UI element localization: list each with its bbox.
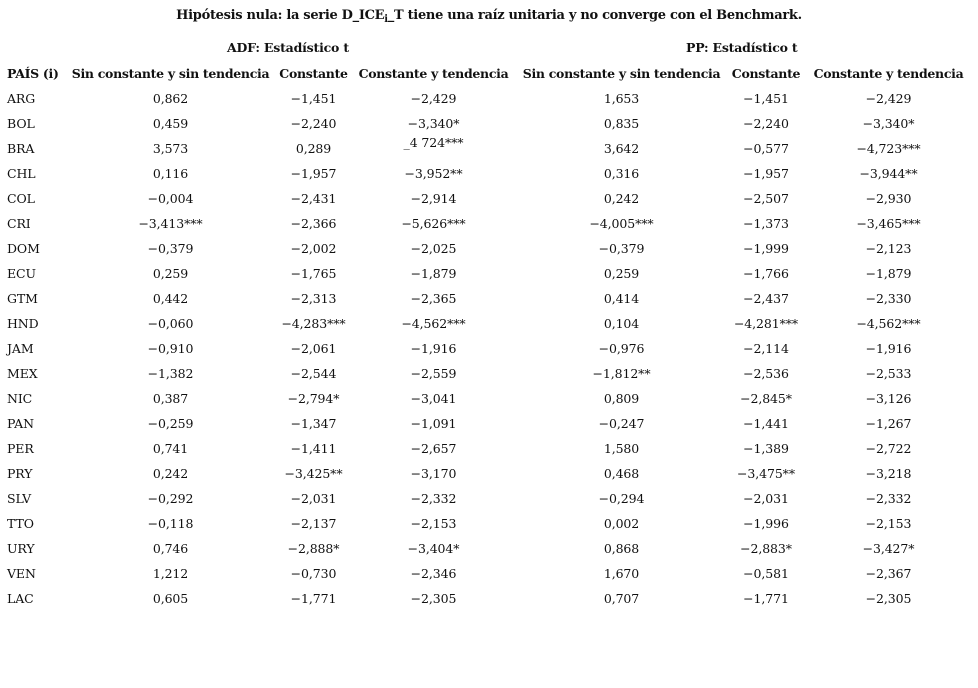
adf-constant-trend-cell: −3,952** bbox=[404, 166, 463, 181]
country-cell: URY bbox=[7, 541, 35, 556]
title-text-before: Hipótesis nula: la serie D_ICE bbox=[176, 8, 385, 23]
adf-constant-trend-cell: −1,879 bbox=[410, 266, 457, 281]
adf-no-constant-cell: 0,442 bbox=[152, 291, 189, 306]
pp-constant-cell: −1,373 bbox=[743, 216, 789, 231]
adf-no-constant-cell: 0,387 bbox=[152, 391, 189, 406]
table-row bbox=[4, 586, 972, 611]
pp-constant-cell: −0,581 bbox=[743, 566, 789, 581]
adf-no-constant-cell: 0,242 bbox=[152, 466, 189, 481]
title-text-after: _T tiene una raíz unitaria y no converge con el Benchmark. bbox=[387, 8, 802, 23]
adf-constant-cell: −2,431 bbox=[290, 191, 337, 206]
pp-constant-cell: −2,437 bbox=[743, 291, 789, 306]
adf-constant-header: Constante bbox=[279, 65, 348, 81]
adf-constant-cell: −1,347 bbox=[290, 416, 337, 431]
pp-constant-cell: −2,114 bbox=[743, 341, 789, 356]
pp-constant-trend-cell: −1,916 bbox=[865, 341, 912, 356]
country-cell: SLV bbox=[7, 491, 32, 506]
country-cell: ARG bbox=[7, 91, 36, 106]
table-row bbox=[4, 236, 972, 261]
pp-no-constant-cell: −1,812** bbox=[592, 366, 651, 381]
adf-no-constant-cell: −0,379 bbox=[147, 241, 194, 256]
table-row bbox=[4, 511, 972, 536]
adf-no-constant-cell: −0,060 bbox=[147, 316, 194, 331]
country-cell: DOM bbox=[7, 241, 40, 256]
country-cell: COL bbox=[7, 191, 35, 206]
pp-no-constant-cell: 1,653 bbox=[603, 91, 640, 106]
country-cell: CHL bbox=[7, 166, 36, 181]
adf-constant-cell: −2,313 bbox=[290, 291, 337, 306]
pp-constant-cell: −1,441 bbox=[743, 416, 789, 431]
adf-constant-cell: −1,451 bbox=[290, 91, 337, 106]
adf-constant-trend-cell: −2,153 bbox=[410, 516, 457, 531]
table-row bbox=[4, 486, 972, 511]
pp-no-constant-cell: 0,002 bbox=[603, 516, 640, 531]
country-column-header: PAÍS (i) bbox=[7, 65, 59, 81]
table-row bbox=[4, 86, 972, 111]
pp-no-constant-cell: 0,835 bbox=[603, 116, 640, 131]
adf-no-constant-cell: 0,116 bbox=[152, 166, 189, 181]
adf-constant-trend-cell: −3,340* bbox=[407, 116, 460, 131]
table-row bbox=[4, 536, 972, 561]
pp-constant-trend-cell: −4,723*** bbox=[856, 141, 921, 156]
pp-constant-cell: −2,536 bbox=[743, 366, 789, 381]
country-cell: GTM bbox=[7, 291, 38, 306]
adf-constant-cell: −2,031 bbox=[290, 491, 337, 506]
adf-constant-trend-cell: −2,657 bbox=[410, 441, 457, 456]
adf-constant-cell: −2,366 bbox=[290, 216, 337, 231]
adf-constant-cell: −0,730 bbox=[290, 566, 337, 581]
pp-constant-trend-cell: −2,930 bbox=[865, 191, 912, 206]
table-row bbox=[4, 161, 972, 186]
pp-constant-cell: −2,031 bbox=[743, 491, 789, 506]
adf-constant-trend-cell: −2,429 bbox=[410, 91, 457, 106]
table-row bbox=[4, 111, 972, 136]
adf-constant-trend-cell: −2,305 bbox=[410, 591, 457, 606]
pp-constant-trend-cell: −2,332 bbox=[865, 491, 912, 506]
adf-no-constant-header: Sin constante y sin tendencia bbox=[71, 65, 270, 81]
pp-no-constant-cell: 0,414 bbox=[603, 291, 640, 306]
table-row bbox=[4, 411, 972, 436]
pp-constant-cell: −2,240 bbox=[743, 116, 789, 131]
pp-constant-trend-cell: −2,367 bbox=[865, 566, 912, 581]
table-row bbox=[4, 361, 972, 386]
table-row bbox=[4, 561, 972, 586]
adf-constant-trend-cell: −3,170 bbox=[410, 466, 457, 481]
title-subscript: i bbox=[384, 14, 388, 25]
country-cell: CRI bbox=[7, 216, 31, 231]
adf-constant-cell: −2,137 bbox=[290, 516, 337, 531]
pp-constant-trend-header: Constante y tendencia bbox=[813, 65, 964, 81]
adf-no-constant-cell: 0,741 bbox=[152, 441, 189, 456]
pp-constant-trend-cell: −2,305 bbox=[865, 591, 912, 606]
pp-no-constant-cell: −0,294 bbox=[598, 491, 645, 506]
pp-no-constant-cell: 0,868 bbox=[603, 541, 640, 556]
country-cell: PRY bbox=[7, 466, 33, 481]
pp-constant-trend-cell: −3,126 bbox=[865, 391, 912, 406]
country-cell: JAM bbox=[7, 341, 34, 356]
pp-constant-cell: −2,845* bbox=[740, 391, 792, 406]
adf-constant-trend-cell: −2,559 bbox=[410, 366, 457, 381]
adf-constant-trend-cell: −2,025 bbox=[410, 241, 457, 256]
pp-no-constant-cell: 0,259 bbox=[603, 266, 640, 281]
country-cell: LAC bbox=[7, 591, 34, 606]
adf-no-constant-cell: −0,292 bbox=[147, 491, 194, 506]
pp-no-constant-cell: 0,707 bbox=[603, 591, 640, 606]
pp-constant-trend-cell: −2,123 bbox=[865, 241, 912, 256]
pp-no-constant-cell: 0,316 bbox=[603, 166, 640, 181]
column-header-row bbox=[4, 60, 972, 86]
adf-no-constant-cell: −0,118 bbox=[147, 516, 194, 531]
pp-no-constant-cell: 1,670 bbox=[603, 566, 640, 581]
table-row bbox=[4, 336, 972, 361]
table-row bbox=[4, 136, 972, 161]
country-cell: NIC bbox=[7, 391, 33, 406]
country-cell: TTO bbox=[7, 516, 34, 531]
adf-constant-cell: −2,061 bbox=[290, 341, 337, 356]
pp-group-header: PP: Estadístico t bbox=[686, 40, 798, 55]
country-cell: PER bbox=[7, 441, 34, 456]
pp-constant-trend-cell: −1,879 bbox=[865, 266, 912, 281]
pp-no-constant-cell: 1,580 bbox=[603, 441, 640, 456]
country-cell: PAN bbox=[7, 416, 34, 431]
pp-no-constant-cell: 0,809 bbox=[603, 391, 640, 406]
adf-constant-cell: −2,544 bbox=[290, 366, 337, 381]
adf-constant-trend-cell: −2,365 bbox=[410, 291, 457, 306]
adf-constant-cell: −1,957 bbox=[290, 166, 337, 181]
table-row bbox=[4, 311, 972, 336]
adf-no-constant-cell: 3,573 bbox=[152, 141, 189, 156]
pp-no-constant-cell: 3,642 bbox=[603, 141, 640, 156]
table-row bbox=[4, 461, 972, 486]
pp-constant-trend-cell: −2,429 bbox=[865, 91, 912, 106]
pp-constant-trend-cell: −2,153 bbox=[865, 516, 912, 531]
pp-no-constant-header: Sin constante y sin tendencia bbox=[522, 65, 721, 81]
adf-constant-trend-cell: −2,914 bbox=[410, 191, 457, 206]
adf-group-header: ADF: Estadístico t bbox=[227, 40, 349, 55]
pp-constant-cell: −1,766 bbox=[743, 266, 789, 281]
pp-no-constant-cell: 0,104 bbox=[603, 316, 640, 331]
adf-constant-trend-cell bbox=[351, 136, 516, 161]
adf-no-constant-cell: −1,382 bbox=[147, 366, 194, 381]
table-body bbox=[4, 86, 972, 611]
pp-constant-trend-cell: −3,465*** bbox=[856, 216, 921, 231]
pp-no-constant-cell: −0,379 bbox=[598, 241, 645, 256]
adf-constant-cell: 0,289 bbox=[295, 141, 332, 156]
pp-constant-trend-cell: −1,267 bbox=[865, 416, 912, 431]
table-row bbox=[4, 186, 972, 211]
adf-no-constant-cell: 0,746 bbox=[152, 541, 189, 556]
adf-no-constant-cell: −0,910 bbox=[147, 341, 194, 356]
pp-constant-trend-cell: −2,533 bbox=[865, 366, 912, 381]
adf-no-constant-cell: −0,004 bbox=[147, 191, 194, 206]
pp-constant-cell: −2,507 bbox=[743, 191, 789, 206]
pp-constant-cell: −1,771 bbox=[743, 591, 789, 606]
pp-constant-cell: −1,957 bbox=[743, 166, 789, 181]
pp-constant-cell: −1,999 bbox=[743, 241, 789, 256]
adf-no-constant-cell: 0,259 bbox=[152, 266, 189, 281]
pp-constant-trend-cell: −4,562*** bbox=[856, 316, 921, 331]
adf-constant-trend-cell: −2,332 bbox=[410, 491, 457, 506]
adf-constant-cell: −3,425** bbox=[284, 466, 343, 481]
adf-constant-cell: −2,240 bbox=[290, 116, 337, 131]
country-cell: BRA bbox=[7, 141, 35, 156]
country-cell: MEX bbox=[7, 366, 38, 381]
adf-constant-trend-cell: −1,091 bbox=[410, 416, 457, 431]
pp-constant-cell: −4,281*** bbox=[733, 316, 799, 331]
pp-constant-trend-cell: −3,944** bbox=[859, 166, 918, 181]
adf-constant-trend-cell: −4,562*** bbox=[401, 316, 466, 331]
unit-root-test-table bbox=[4, 60, 972, 611]
adf-no-constant-cell: 1,212 bbox=[152, 566, 189, 581]
adf-constant-cell: −1,771 bbox=[290, 591, 337, 606]
pp-no-constant-cell: −0,976 bbox=[598, 341, 645, 356]
adf-no-constant-cell: 0,459 bbox=[152, 116, 189, 131]
adf-no-constant-cell: 0,862 bbox=[152, 91, 189, 106]
table-row bbox=[4, 386, 972, 411]
country-cell: VEN bbox=[7, 566, 36, 581]
country-cell: BOL bbox=[7, 116, 35, 131]
table-row bbox=[4, 286, 972, 311]
pp-constant-cell: −2,883* bbox=[740, 541, 792, 556]
pp-constant-header: Constante bbox=[731, 65, 801, 81]
table-title bbox=[0, 8, 978, 25]
adf-constant-trend-cell: −3,041 bbox=[410, 391, 457, 406]
pp-constant-trend-cell: −2,722 bbox=[865, 441, 912, 456]
pp-constant-cell: −3,475** bbox=[737, 466, 795, 481]
adf-no-constant-cell: −3,413*** bbox=[138, 216, 203, 231]
pp-no-constant-cell: 0,468 bbox=[603, 466, 640, 481]
pp-no-constant-cell: −0,247 bbox=[598, 416, 645, 431]
pp-constant-cell: −1,996 bbox=[743, 516, 789, 531]
adf-constant-trend-cell: −2,346 bbox=[410, 566, 457, 581]
adf-constant-cell: −1,411 bbox=[290, 441, 337, 456]
adf-constant-cell: −2,888* bbox=[287, 541, 340, 556]
pp-no-constant-cell: −4,005*** bbox=[589, 216, 654, 231]
adf-constant-cell: −1,765 bbox=[290, 266, 337, 281]
table-row bbox=[4, 261, 972, 286]
adf-constant-cell: −2,794* bbox=[287, 391, 340, 406]
pp-constant-trend-cell: −3,218 bbox=[865, 466, 912, 481]
adf-constant-cell: −4,283*** bbox=[281, 316, 346, 331]
adf-constant-cell: −2,002 bbox=[290, 241, 337, 256]
adf-constant-trend-cell: −5,626*** bbox=[401, 216, 466, 231]
pp-constant-trend-cell: −3,340* bbox=[862, 116, 915, 131]
pp-constant-cell: −1,389 bbox=[743, 441, 789, 456]
adf-constant-trend-header: Constante y tendencia bbox=[358, 65, 509, 81]
pp-constant-trend-cell: −2,330 bbox=[865, 291, 912, 306]
table-row bbox=[4, 436, 972, 461]
raised-value: _4 724*** bbox=[403, 135, 464, 150]
adf-constant-trend-cell: −3,404* bbox=[407, 541, 460, 556]
country-cell: HND bbox=[7, 316, 39, 331]
adf-no-constant-cell: 0,605 bbox=[152, 591, 189, 606]
table-row bbox=[4, 211, 972, 236]
adf-constant-trend-cell: −1,916 bbox=[410, 341, 457, 356]
country-cell: ECU bbox=[7, 266, 36, 281]
pp-constant-trend-cell: −3,427* bbox=[862, 541, 915, 556]
pp-constant-cell: −0,577 bbox=[743, 141, 789, 156]
adf-no-constant-cell: −0,259 bbox=[147, 416, 194, 431]
pp-no-constant-cell: 0,242 bbox=[603, 191, 640, 206]
pp-constant-cell: −1,451 bbox=[743, 91, 789, 106]
